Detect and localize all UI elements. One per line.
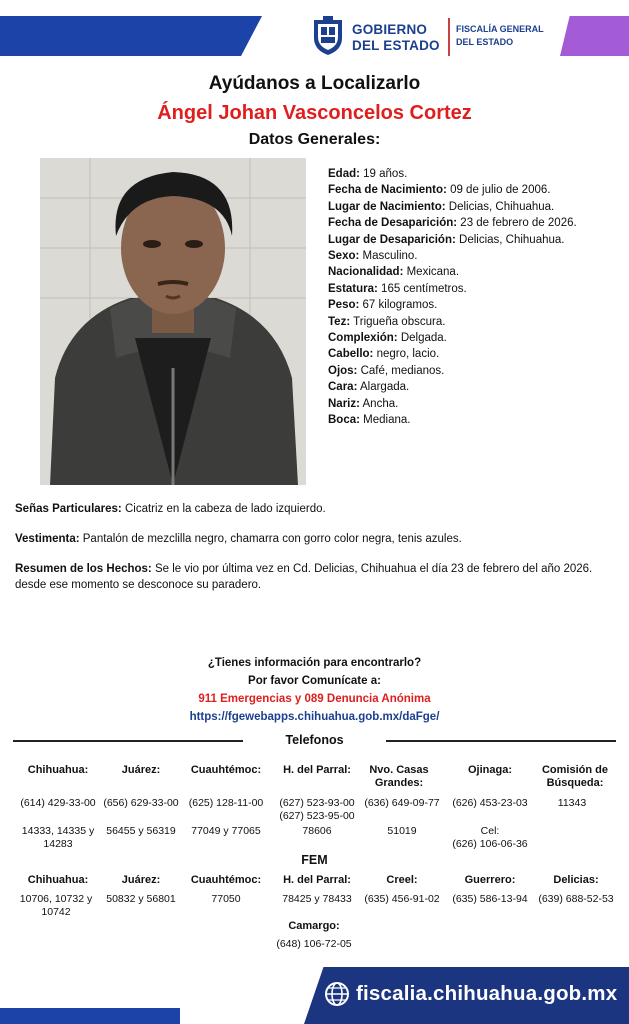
tel-header-comision: Comisión de Búsqueda: — [541, 764, 608, 789]
tel-header-parral: H. del Parral: — [283, 764, 351, 776]
fem-header-guerrero: Guerrero: — [464, 874, 516, 886]
tel-header-casas-grandes: Nvo. Casas Grandes: — [369, 764, 429, 789]
telefonos-title: Telefonos — [285, 733, 344, 747]
data-row-estatura: Estatura: 165 centímetros. — [328, 282, 467, 295]
vestimenta: Vestimenta: Pantalón de mezclilla negro, chamarra con gorro color negra, tenis azules. — [15, 533, 462, 545]
data-row-sexo: Sexo: Masculino. — [328, 250, 418, 263]
fem-creel: (635) 456-91-02 — [364, 893, 440, 905]
fem-parral: 78425 y 78433 — [282, 893, 352, 905]
fem-chihuahua: 10706, 10732 y 10742 — [19, 893, 93, 918]
data-row-nariz: Nariz: Ancha. — [328, 397, 399, 410]
resumen-hechos: Resumen de los Hechos: Se le vio por última vez en Cd. Delicias, Chihuahua el día 23 de febrero del año 2026. desde ese momento se desconoce su paradero. — [15, 563, 593, 591]
data-row-cabello: Cabello: negro, lacio. — [328, 348, 440, 361]
data-row-boca: Boca: Mediana. — [328, 414, 411, 427]
tel-header-juarez: Juárez: — [121, 764, 161, 776]
tel-chihuahua-1: (614) 429-33-00 — [20, 797, 96, 809]
fem-header-cuauhtemoc: Cuauhtémoc: — [190, 874, 262, 886]
fem-header-delicias: Delicias: — [553, 874, 599, 886]
tel-juarez-1: (656) 629-33-00 — [103, 797, 179, 809]
report-url[interactable]: https://fgewebapps.chihuahua.gob.mx/daFge/ — [189, 711, 440, 723]
tel-cuauhtemoc-1: (625) 128-11-00 — [188, 797, 264, 809]
tel-header-cuauhtemoc: Cuauhtémoc: — [190, 764, 262, 776]
fem-camargo: (648) 106-72-05 — [276, 938, 352, 950]
fem-delicias: (639) 688-52-53 — [538, 893, 614, 905]
page-title: Ayúdanos a Localizarlo — [208, 73, 421, 94]
state-shield-icon — [311, 16, 345, 56]
senas-particulares: Señas Particulares: Cicatriz en la cabeza de lado izquierdo. — [15, 503, 326, 515]
fem-cuauhtemoc: 77050 — [211, 893, 241, 905]
tel-ojinaga-1: (626) 453-23-03 — [452, 797, 528, 809]
ext-parral: 78606 — [302, 825, 332, 837]
data-row-nacimiento: Fecha de Nacimiento: 09 de julio de 2006. — [328, 184, 551, 197]
general-data-list — [328, 166, 577, 429]
header-purple-band — [560, 16, 629, 56]
footer-blue-band — [0, 1008, 180, 1024]
fiscalia-line2: DEL ESTADO — [456, 37, 514, 47]
contact-please: Por favor Comunícate a: — [248, 675, 381, 687]
tel-comision-1: 11343 — [557, 797, 587, 809]
tel-parral-1: (627) 523-93-00 (627) 523-95-00 — [279, 797, 355, 822]
ext-casas-grandes: 51019 — [387, 825, 417, 837]
contact-question: ¿Tienes información para encontrarlo? — [207, 657, 422, 669]
tel-header-chihuahua: Chihuahua: — [27, 764, 89, 776]
gov-line2: DEL ESTADO — [352, 38, 440, 53]
fem-header-parral: H. del Parral: — [283, 874, 351, 886]
section-title: Datos Generales: — [248, 131, 381, 148]
fem-guerrero: (635) 586-13-94 — [452, 893, 528, 905]
tel-casas-grandes-1: (636) 649-09-77 — [364, 797, 440, 809]
fem-header-camargo: Camargo: — [288, 920, 340, 932]
person-photo — [40, 158, 306, 485]
fiscalia-line1: FISCALÍA GENERAL — [456, 24, 544, 34]
data-row-edad: Edad: 19 años. — [328, 168, 408, 180]
data-row-tez: Tez: Trigueña obscura. — [328, 315, 446, 328]
ext-cuauhtemoc: 77049 y 77065 — [191, 825, 261, 837]
fem-header-chihuahua: Chihuahua: — [27, 874, 89, 886]
data-row-lugar-nacimiento: Lugar de Nacimiento: Delicias, Chihuahua. — [328, 200, 555, 213]
data-row-fecha-desaparicion: Fecha de Desaparición: 23 de febrero de 2026. — [328, 217, 577, 230]
data-row-complexion: Complexión: Delgada. — [328, 332, 447, 345]
fem-juarez: 50832 y 56801 — [106, 893, 176, 905]
person-name: Ángel Johan Vasconcelos Cortez — [157, 102, 472, 124]
gov-line1: GOBIERNO — [352, 22, 428, 37]
footer-site-link[interactable]: fiscalia.chihuahua.gob.mx — [356, 982, 618, 1005]
data-row-lugar-desaparicion: Lugar de Desaparición: Delicias, Chihuahua. — [328, 233, 565, 246]
data-row-cara: Cara: Alargada. — [328, 381, 410, 394]
tel-header-ojinaga: Ojinaga: — [467, 764, 512, 776]
emergency-numbers: 911 Emergencias y 089 Denuncia Anónima — [198, 693, 431, 705]
ext-chihuahua: 14333, 14335 y 14283 — [21, 825, 95, 850]
data-row-nacionalidad: Nacionalidad: Mexicana. — [328, 266, 460, 279]
fem-header-creel: Creel: — [386, 874, 418, 886]
fem-header-juarez: Juárez: — [121, 874, 161, 886]
logo-divider — [448, 18, 450, 56]
ext-ojinaga: Cel: (626) 106-06-36 — [452, 825, 528, 850]
header-blue-band — [0, 16, 262, 56]
data-row-peso: Peso: 67 kilogramos. — [328, 299, 438, 312]
data-row-ojos: Ojos: Café, medianos. — [328, 364, 445, 377]
web-globe-icon — [324, 981, 350, 1007]
ext-juarez: 56455 y 56319 — [106, 825, 176, 837]
fem-title: FEM — [301, 853, 328, 867]
